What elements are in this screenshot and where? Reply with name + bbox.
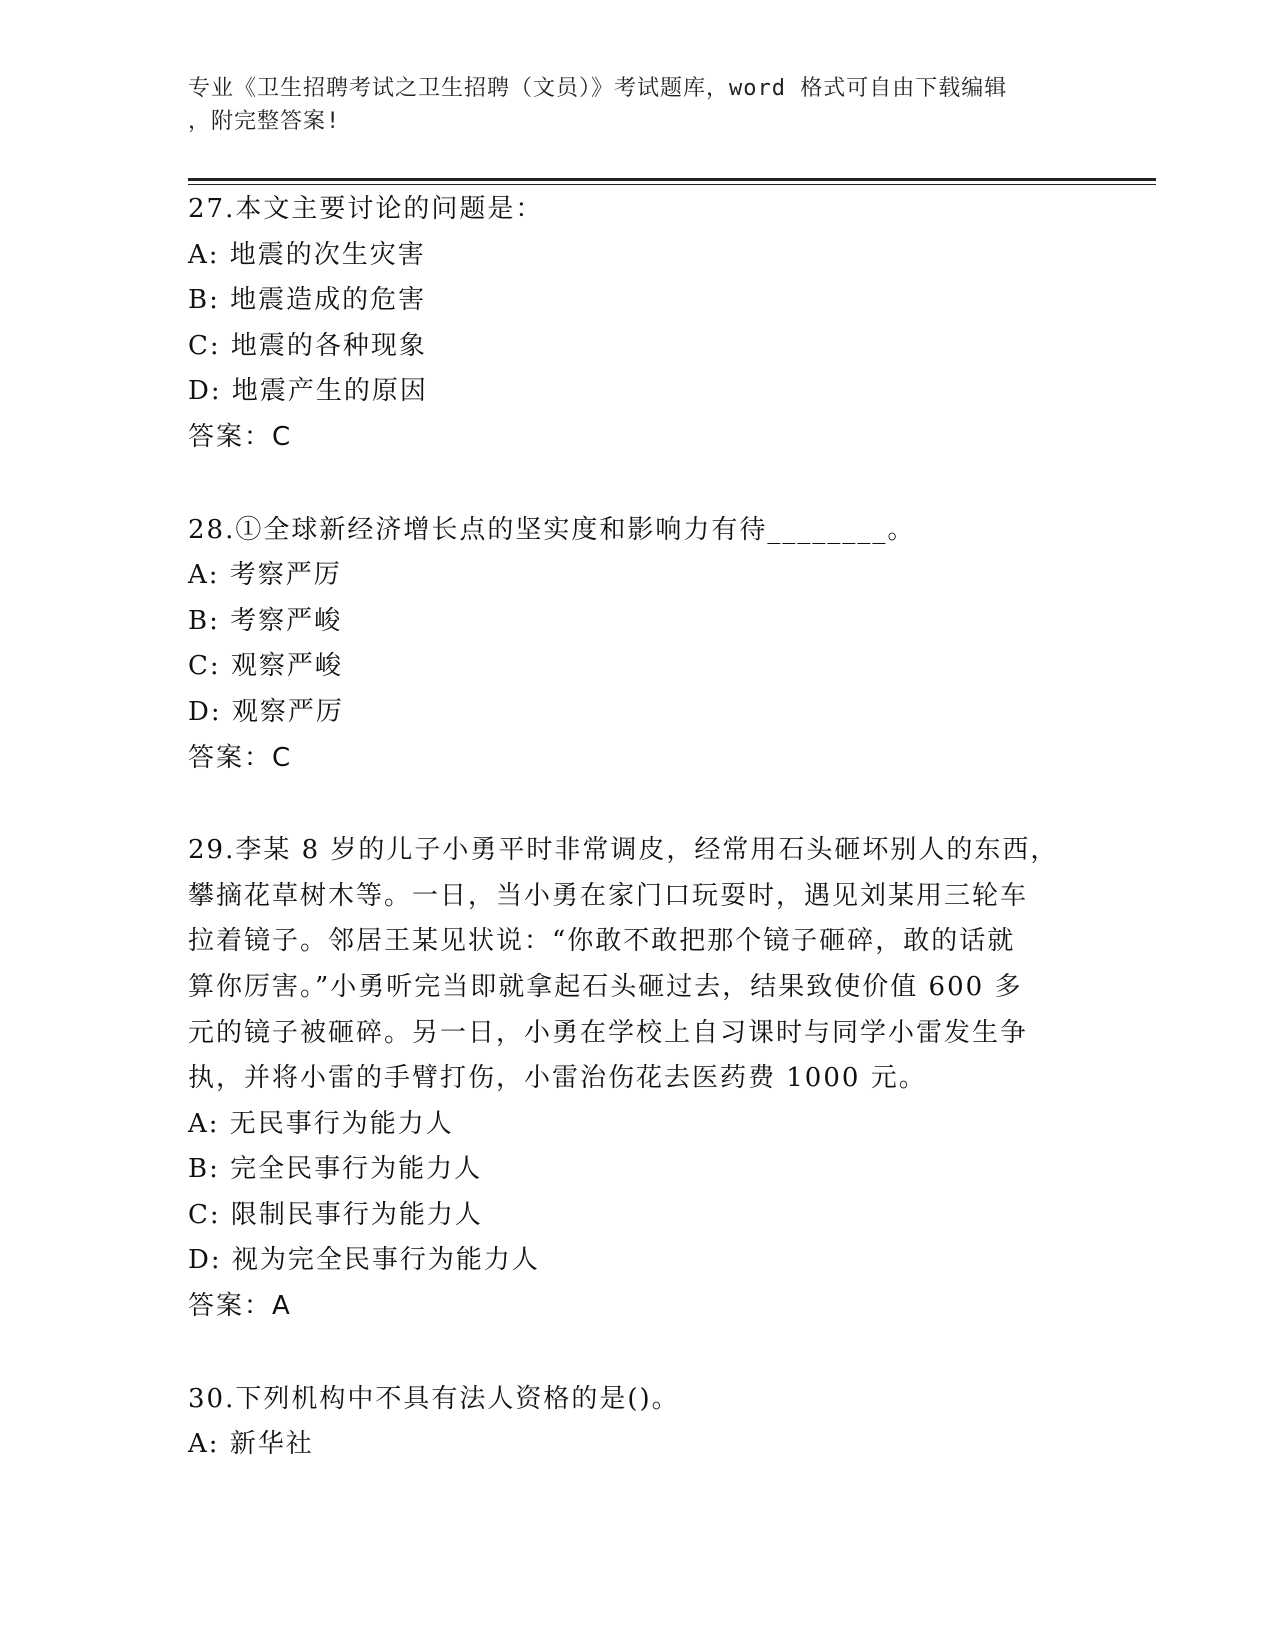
answer-label: 答案：A [188, 1291, 292, 1322]
question-27 [188, 187, 1068, 461]
header-line-1: 专业《卫生招聘考试之卫生招聘（文员）》考试题库，word 格式可自由下载编辑 [188, 76, 1008, 101]
option-c: C: 观察严峻 [188, 651, 343, 682]
question-stem: 30.下列机构中不具有法人资格的是()。 [188, 1383, 680, 1414]
answer-label: 答案：C [188, 742, 293, 773]
option-b: B: 地震造成的危害 [188, 285, 427, 316]
option-a: A: 考察严厉 [188, 560, 342, 591]
option-d: D: 观察严厉 [188, 696, 344, 727]
header-line-2: ，附完整答案! [188, 109, 341, 134]
question-list [188, 187, 1068, 1515]
option-d: D: 视为完全民事行为能力人 [188, 1245, 540, 1276]
header-divider-thick [188, 178, 1156, 181]
question-stem-line: 拉着镜子。邻居王某见状说：“你敢不敢把那个镜子砸碎，敢的话就 [188, 926, 1016, 957]
header-divider-thin [188, 184, 1156, 185]
question-stem-line: 29.李某 8 岁的儿子小勇平时非常调皮，经常用石头砸坏别人的东西， [188, 835, 1059, 866]
question-stem-line: 算你厉害。”小勇听完当即就拿起石头砸过去，结果致使价值 600 多 [188, 971, 1023, 1002]
question-stem: 28.①全球新经济增长点的坚实度和影响力有待________。 [188, 514, 916, 545]
question-stem-line: 元的镜子被砸碎。另一日，小勇在学校上自习课时与同学小雷发生争 [188, 1017, 1029, 1048]
option-a: A: 地震的次生灾害 [188, 239, 426, 270]
option-a: A: 新华社 [188, 1429, 314, 1460]
question-stem: 27.本文主要讨论的问题是： [188, 194, 544, 224]
option-b: B: 完全民事行为能力人 [188, 1154, 483, 1185]
question-29 [188, 828, 1068, 1330]
question-28 [188, 508, 1068, 782]
option-c: C: 地震的各种现象 [188, 330, 427, 361]
answer-label: 答案：C [188, 421, 293, 452]
question-stem-line: 执，并将小雷的手臂打伤，小雷治伤花去医药费 1000 元。 [188, 1063, 927, 1094]
option-b: B: 考察严峻 [188, 605, 343, 636]
option-a: A: 无民事行为能力人 [188, 1108, 454, 1139]
option-c: C: 限制民事行为能力人 [188, 1199, 483, 1230]
question-30 [188, 1377, 1068, 1468]
question-stem-line: 攀摘花草树木等。一日，当小勇在家门口玩耍时，遇见刘某用三轮车 [188, 880, 1029, 911]
option-d: D: 地震产生的原因 [188, 376, 428, 407]
document-header [188, 72, 1088, 138]
